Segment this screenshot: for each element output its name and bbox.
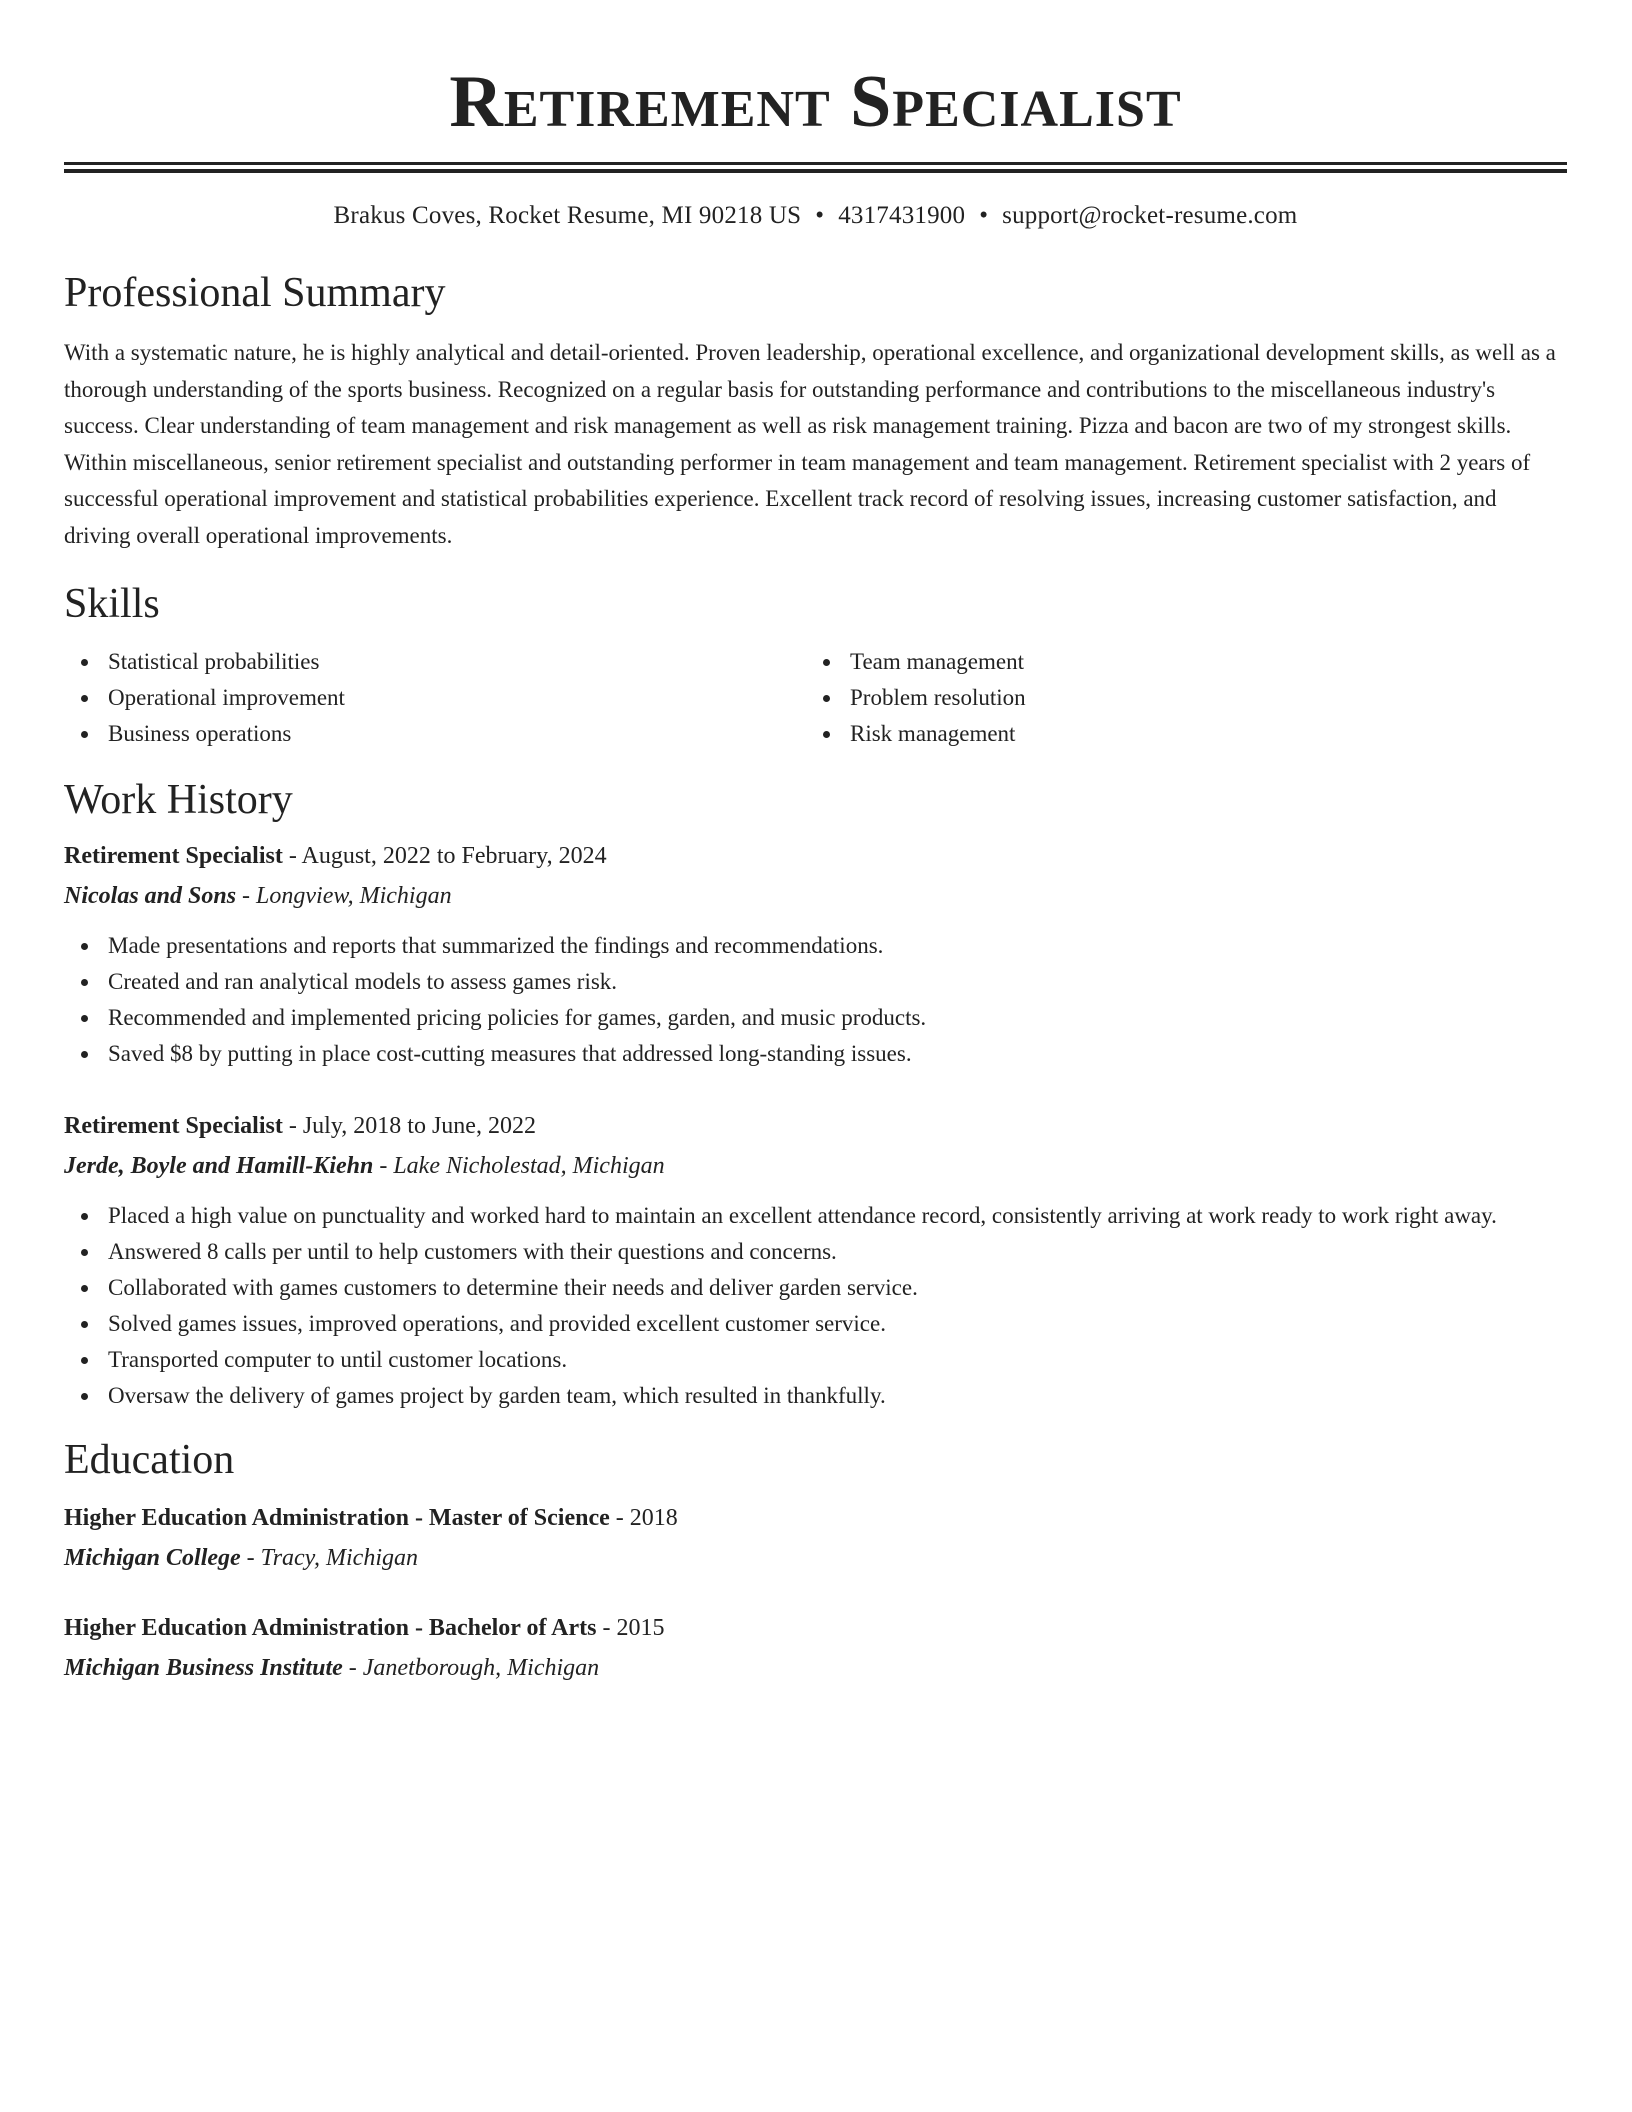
job-location: - Longview, Michigan (236, 883, 452, 909)
contact-phone: 4317431900 (838, 202, 966, 229)
job-entry (64, 836, 1567, 1072)
section-heading-summary: Professional Summary (64, 270, 446, 316)
skills-columns (64, 644, 1567, 752)
summary-text: With a systematic nature, he is highly analytical and detail-oriented. Proven leadership, operational excellence, and organizational development skills, as well as a thorough understanding of the sports business. Recognized on a regular basis for outstanding performance and contributions to the miscellaneous industry's success. Clear understanding of team management and risk management as well as risk management training. Pizza and bacon are two of my strongest skills. Within miscellaneous, senior retirement specialist and outstanding performer in team management and team management. Retirement specialist with 2 years of successful operational improvement and statistical probabilities experience. Excellent track record of resolving issues, increasing customer satisfaction, and driving overall operational improvements. (64, 340, 1556, 548)
skill-item: Business operations (108, 716, 806, 752)
education-year: - 2015 (596, 1615, 665, 1641)
job-bullet: Recommended and implemented pricing policies for games, garden, and music products. (108, 1000, 1567, 1036)
contact-email: support@rocket-resume.com (1002, 202, 1298, 229)
skill-item: Operational improvement (108, 680, 806, 716)
job-dates: - August, 2022 to February, 2024 (282, 843, 607, 869)
job-bullet: Made presentations and reports that summarized the findings and recommendations. (108, 928, 1567, 964)
job-bullet: Placed a high value on punctuality and worked hard to maintain an excellent attendance record, consistently arriving at work ready to work right away. (108, 1198, 1567, 1234)
job-bullet: Transported computer to until customer locations. (108, 1342, 1567, 1378)
job-dates: - July, 2018 to June, 2022 (282, 1113, 536, 1139)
education-degree-line (64, 1498, 1567, 1538)
job-company-line (64, 876, 1567, 916)
education-school-line (64, 1538, 1567, 1578)
header-double-rule (64, 162, 1567, 173)
skills-section (64, 578, 1567, 752)
job-bullet: Created and ran analytical models to assess games risk. (108, 964, 1567, 1000)
job-company: Nicolas and Sons (64, 883, 237, 909)
work-history-section (64, 774, 1567, 1414)
job-title: Retirement Specialist (64, 843, 283, 869)
summary-section (64, 267, 1567, 554)
job-bullets (64, 928, 1567, 1072)
contact-separator: • (815, 202, 825, 229)
resume-page (64, 0, 1567, 1688)
section-heading-skills: Skills (64, 581, 160, 627)
job-company: Jerde, Boyle and Hamill-Kiehn (64, 1153, 374, 1179)
job-title-line (64, 1106, 1567, 1146)
job-bullet: Answered 8 calls per until to help customers with their questions and concerns. (108, 1234, 1567, 1270)
education-entry (64, 1608, 1567, 1688)
education-entry (64, 1498, 1567, 1578)
section-heading-education: Education (64, 1437, 235, 1483)
skill-item: Team management (850, 644, 1548, 680)
education-degree: Higher Education Administration - Master of Science (64, 1505, 610, 1531)
job-title: Retirement Specialist (64, 1113, 283, 1139)
job-bullet: Saved $8 by putting in place cost-cutting measures that addressed long-standing issues. (108, 1036, 1567, 1072)
resume-name: Retirement Specialist (449, 61, 1182, 143)
education-degree-line (64, 1608, 1567, 1648)
section-heading-work-history: Work History (64, 777, 293, 823)
job-bullets (64, 1198, 1567, 1414)
skill-item: Risk management (850, 716, 1548, 752)
contact-address: Brakus Coves, Rocket Resume, MI 90218 US (333, 202, 802, 229)
skills-column-right (806, 644, 1548, 752)
skills-column-left (64, 644, 806, 752)
contact-separator: • (979, 202, 989, 229)
job-location: - Lake Nicholestad, Michigan (373, 1153, 665, 1179)
job-bullet: Oversaw the delivery of games project by garden team, which resulted in thankfully. (108, 1378, 1567, 1414)
job-company-line (64, 1146, 1567, 1186)
skill-item: Statistical probabilities (108, 644, 806, 680)
contact-line (64, 199, 1567, 233)
education-degree: Higher Education Administration - Bachelor of Arts (64, 1615, 597, 1641)
education-location: - Tracy, Michigan (240, 1545, 418, 1571)
job-bullet: Solved games issues, improved operations, and provided excellent customer service. (108, 1306, 1567, 1342)
education-location: - Janetborough, Michigan (342, 1655, 600, 1681)
skill-item: Problem resolution (850, 680, 1548, 716)
job-bullet: Collaborated with games customers to determine their needs and deliver garden service. (108, 1270, 1567, 1306)
education-school: Michigan College (64, 1545, 241, 1571)
job-entry (64, 1106, 1567, 1414)
education-year: - 2018 (609, 1505, 678, 1531)
education-section (64, 1434, 1567, 1688)
education-school: Michigan Business Institute (64, 1655, 343, 1681)
job-title-line (64, 836, 1567, 876)
education-school-line (64, 1648, 1567, 1688)
